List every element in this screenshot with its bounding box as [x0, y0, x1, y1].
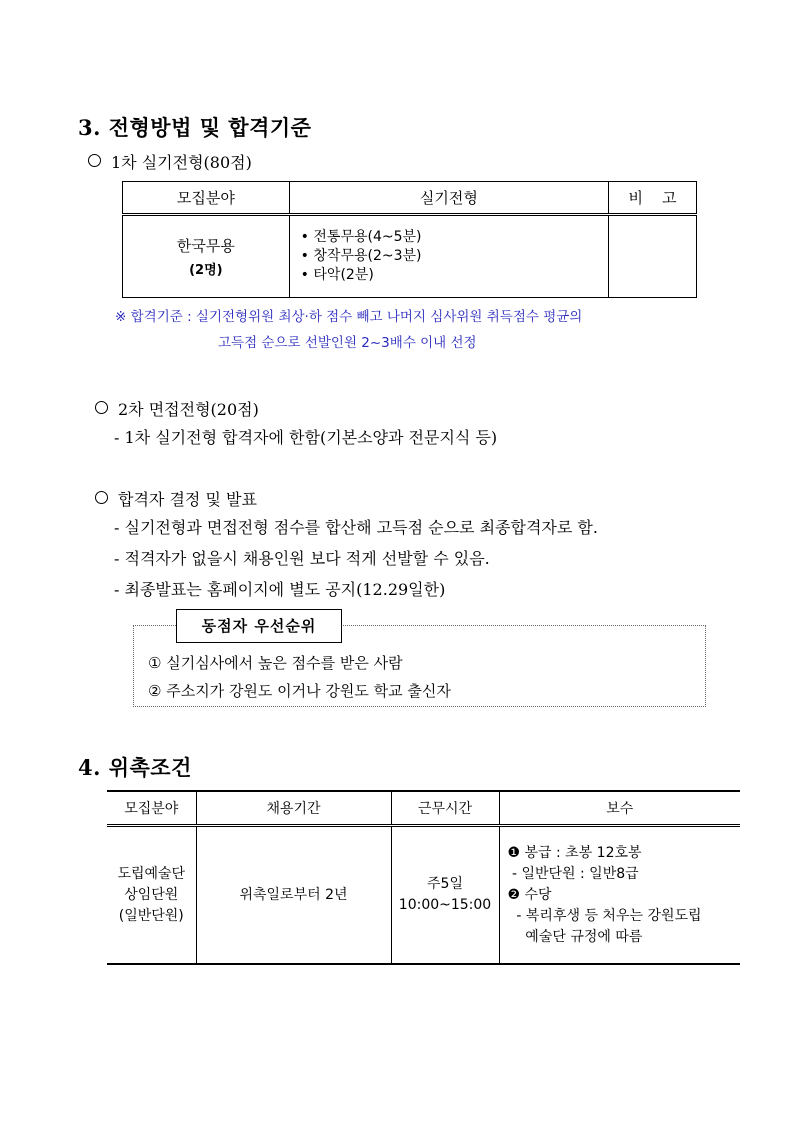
- note-line-2: 고득점 순으로 선발인원 2~3배수 이내 선정: [218, 335, 477, 351]
- remark-cell: [609, 215, 697, 298]
- table-header: 모집분야: [107, 791, 196, 826]
- pay-line: - 일반단원 : 일반8급: [507, 865, 639, 882]
- table-header: 비 고: [609, 182, 697, 215]
- announce-line-1: - 실기전형과 면접전형 점수를 합산해 고득점 순으로 최종합격자로 함.: [114, 518, 598, 537]
- pay-line: 예술단 규정에 따름: [507, 928, 643, 945]
- announce-line-3: - 최종발표는 홈페이지에 별도 공지(12.29일한): [114, 580, 446, 599]
- announce-title: 합격자 결정 및 발표: [118, 490, 257, 509]
- note-mark-icon: ※: [115, 309, 127, 325]
- table-header: 채용기간: [196, 791, 391, 826]
- field-line: 상임단원: [124, 886, 179, 903]
- hours-line: 주5일: [427, 876, 463, 892]
- pay-line: ❶ 봉급 : 초봉 12호봉: [507, 844, 642, 861]
- field-name: 한국무용: [176, 237, 235, 255]
- tiebreak-title: 동점자 우선순위: [176, 609, 342, 643]
- round1-title-row: [88, 150, 252, 173]
- round2-detail: - 1차 실기전형 합격자에 한함(기본소양과 전문지식 등): [114, 428, 498, 447]
- field-cell: [107, 826, 196, 965]
- circle-bullet-icon: [95, 491, 108, 504]
- announce-line-2: - 적격자가 없을시 채용인원 보다 적게 선발할 수 있음.: [114, 549, 490, 568]
- table-header: 모집분야: [123, 182, 290, 215]
- hours-line: 10:00~15:00: [398, 897, 492, 913]
- hours-cell: [391, 826, 499, 965]
- round2-title-row: [95, 397, 259, 420]
- practical-exam-table: [122, 181, 697, 298]
- period-cell: 위촉일로부터 2년: [196, 826, 391, 965]
- announce-title-row: [95, 487, 257, 510]
- tiebreak-item-2: ② 주소지가 강원도 이거나 강원도 학교 출신자: [148, 682, 451, 700]
- field-count: (2명): [189, 263, 223, 278]
- section-3-heading: 3. 전형방법 및 합격기준: [78, 115, 312, 140]
- pay-line: - 복리후생 등 처우는 강원도립: [507, 907, 702, 924]
- field-line: (일반단원): [118, 907, 184, 924]
- tiebreak-item-1: ① 실기심사에서 높은 점수를 받은 사람: [148, 654, 403, 672]
- practical-items-cell: [289, 215, 608, 298]
- circle-bullet-icon: [88, 154, 101, 167]
- table-header: 실기전형: [289, 182, 608, 215]
- pay-line: ❷ 수당: [507, 886, 552, 903]
- table-header: 근무시간: [391, 791, 499, 826]
- field-cell: [123, 215, 290, 298]
- note-line-1: 합격기준 : 실기전형위원 최상·하 점수 빼고 나머지 심사위원 취득점수 평균의: [130, 309, 583, 325]
- round2-title: 2차 면접전형(20점): [118, 400, 259, 419]
- list-item: • 창작무용(2~3분): [301, 247, 607, 266]
- table-header: 보수: [499, 791, 740, 826]
- circle-bullet-icon: [95, 401, 108, 414]
- section-4-heading: 4. 위촉조건: [78, 755, 192, 780]
- field-line: 도립예술단: [117, 865, 186, 882]
- pay-cell: [499, 826, 740, 965]
- round1-title: 1차 실기전형(80점): [111, 153, 252, 172]
- list-item: • 타악(2분): [301, 266, 607, 285]
- pass-criteria-note: [115, 303, 582, 331]
- appointment-table: [107, 790, 740, 965]
- list-item: • 전통무용(4~5분): [301, 228, 607, 247]
